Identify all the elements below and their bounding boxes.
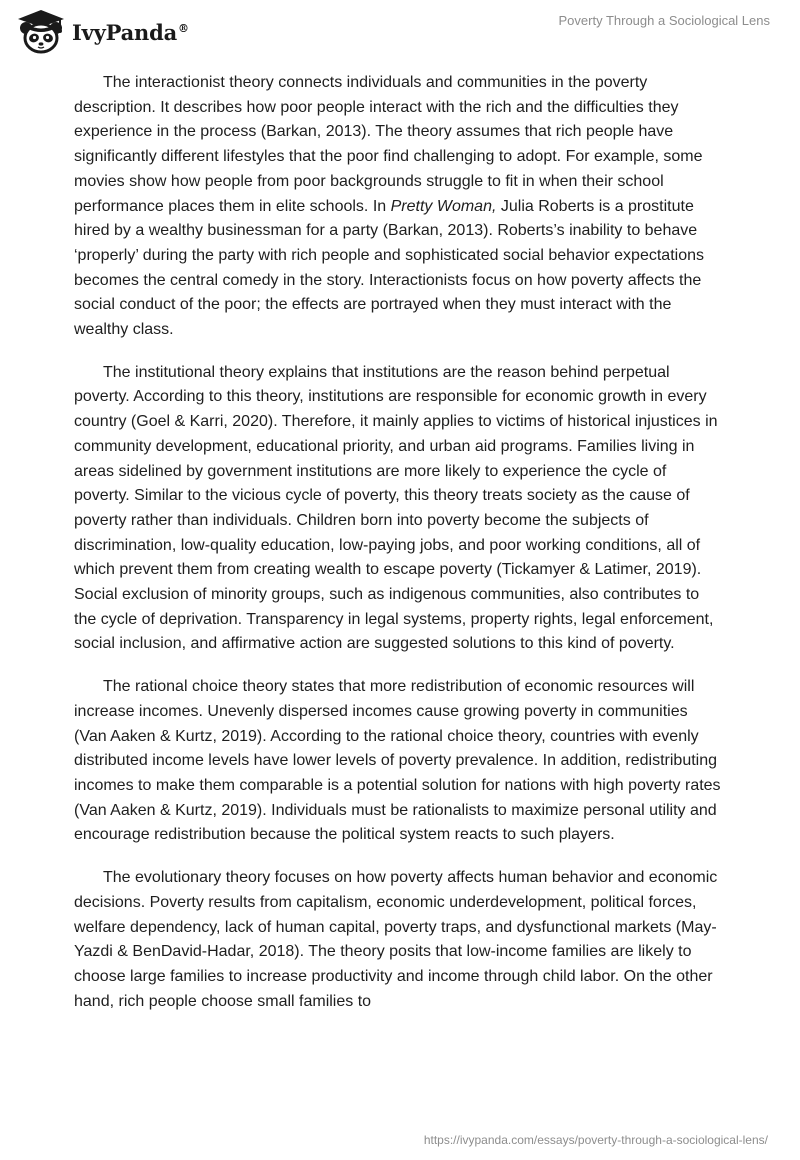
brand-name — [72, 20, 189, 45]
article-body — [74, 71, 724, 1014]
paragraph-rational-choice-theory: The rational choice theory states that more redistribution of economic resources will increase incomes. Unevenly dispersed incomes cause growing poverty in communities (Van Aaken & Kurtz, 2019). According to the rational choice theory, countries with evenly distributed income levels have lower levels of poverty prevalence. In addition, redistributing incomes to make them comparable is a potential solution for nations with high poverty rates (Van Aaken & Kurtz, 2019). Individuals must be rationalists to maximize personal utility and encourage redistribution because the political system reacts to such players. — [74, 678, 721, 844]
page-header — [0, 0, 800, 64]
document-title: Poverty Through a Sociological Lens — [558, 13, 770, 28]
paragraph-institutional-theory: The institutional theory explains that institutions are the reason behind perpetual poverty. According to this theory, institutions are responsible for economic growth in every country (Goel & Karri, 2020). Therefore, it mainly applies to victims of historical injustices in community development, educational priority, and urban aid programs. Families living in areas sidelined by government institutions are more likely to experience the cycle of poverty. Similar to the vicious cycle of poverty, this theory treats society as the cause of poverty rather than individuals. Children born into poverty become the subjects of discrimination, low-quality education, low-paying jobs, and poor working conditions, all of which prevent them from creating wealth to escape poverty (Tickamyer & Latimer, 2019). Social exclusion of minority groups, such as indigenous communities, also contributes to the cycle of deprivation. Transparency in legal systems, property rights, legal enforcement, social inclusion, and affirmative action are suggested solutions to this kind of poverty. — [74, 363, 718, 653]
registered-mark: ® — [178, 21, 189, 35]
source-url[interactable]: https://ivypanda.com/essays/poverty-through-a-sociological-lens/ — [423, 1133, 768, 1147]
brand-name-text: IvyPanda — [72, 19, 178, 45]
film-title: Pretty Woman, — [390, 197, 497, 215]
ivypanda-logo[interactable] — [16, 8, 189, 54]
paragraph-text: The interactionist theory connects individuals and communities in the poverty description. It describes how poor people interact with the rich and the difficulties they experience in the process (Barkan, 2013). The theory assumes that rich people have significantly different lifestyles that the poor find challenging to adopt. For example, some movies show how people from poor backgrounds struggle to fit in when their school performance places them in elite schools. In — [74, 74, 703, 215]
panda-graduation-cap-icon — [16, 8, 66, 54]
paragraph-text: Julia Roberts is a prostitute hired by a wealthy businessman for a party (Barkan, 2013). Roberts’s inability to behave ‘properly’ during the party with rich people and sophisticated social behavior expectations becomes the central comedy in the story. Interactionists focus on how poverty affects the social conduct of the poor; the effects are portrayed when they must interact with the wealthy class. — [74, 197, 704, 339]
paragraph-interactionist-theory — [74, 71, 724, 343]
paragraph-evolutionary-theory: The evolutionary theory focuses on how poverty affects human behavior and economic decisions. Poverty results from capitalism, economic underdevelopment, political forces, welfare dependency, lack of human capital, poverty traps, and dysfunctional markets (May-Yazdi & BenDavid-Hadar, 2018). The theory posits that low-income families are likely to choose large families to increase productivity and income through child labor. On the other hand, rich people choose small families to — [74, 869, 718, 1010]
